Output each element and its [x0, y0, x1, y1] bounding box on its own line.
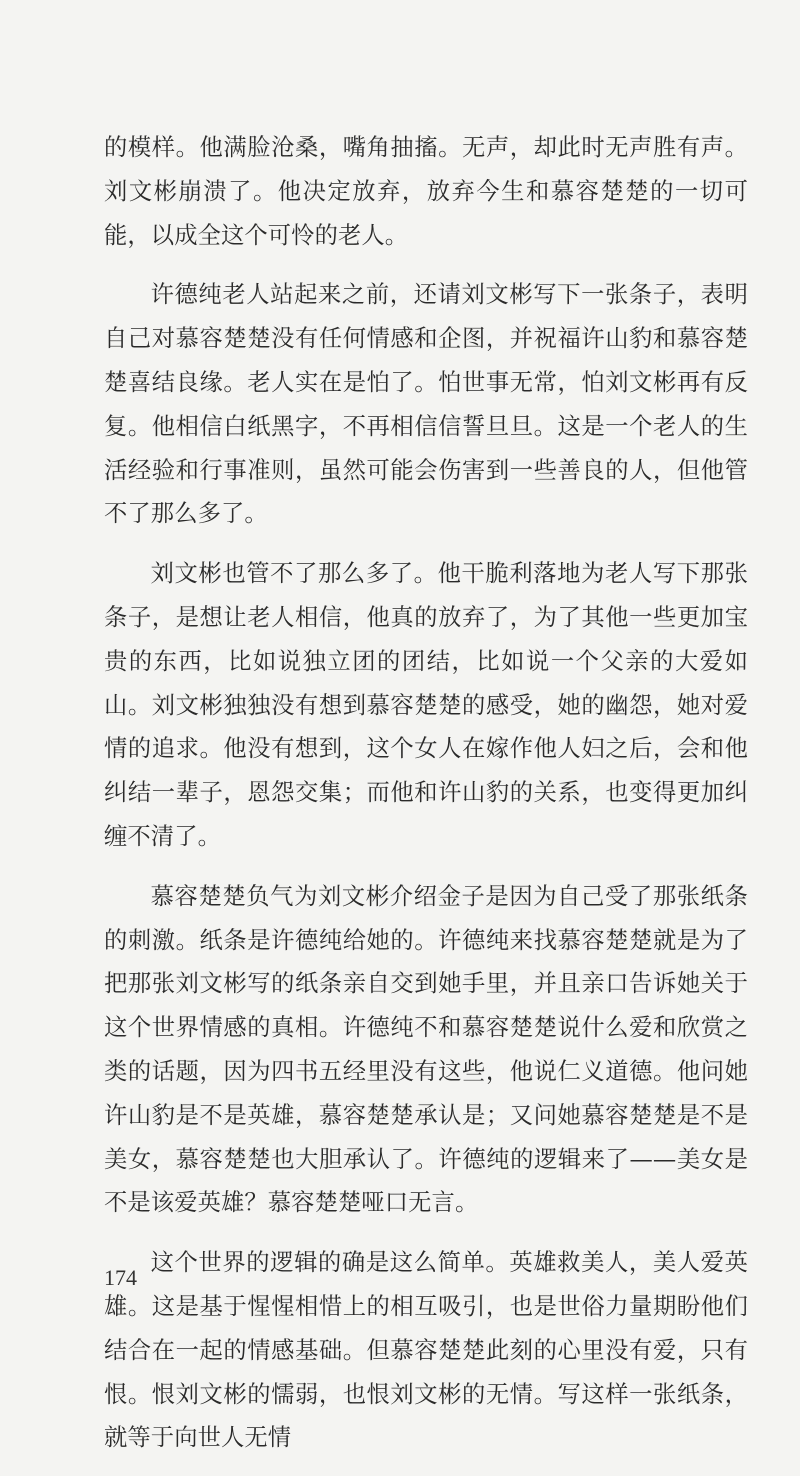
page-number: 174	[104, 1265, 137, 1290]
paragraph-5: 这个世界的逻辑的确是这么简单。英雄救美人，美人爱英雄。这是基于惺惺相惜上的相互吸引，也是世俗力量期盼他们结合在一起的情感基础。但慕容楚楚此刻的心里没有爱，只有恨。恨刘文彬的懦弱，也恨刘文彬的无情。写这样一张纸条，就等于向世人无情	[104, 1249, 748, 1452]
paragraph-2: 许德纯老人站起来之前，还请刘文彬写下一张条子，表明自己对慕容楚楚没有任何情感和企图，并祝福许山豹和慕容楚楚喜结良缘。老人实在是怕了。怕世事无常，怕刘文彬再有反复。他相信白纸黑字，不再相信信誓旦旦。这是一个老人的生活经验和行事准则，虽然可能会伤害到一些善良的人，但他管不了那么多了。	[104, 281, 748, 528]
paragraph-3: 刘文彬也管不了那么多了。他干脆利落地为老人写下那张条子，是想让老人相信，他真的放弃了，为了其他一些更加宝贵的东西，比如说独立团的团结，比如说一个父亲的大爱如山。刘文彬独独没有想到慕容楚楚的感受，她的幽怨，她对爱情的追求。他没有想到，这个女人在嫁作他人妇之后，会和他纠结一辈子，恩怨交集；而他和许山豹的关系，也变得更加纠缠不清了。	[104, 560, 748, 850]
paragraph-4: 慕容楚楚负气为刘文彬介绍金子是因为自己受了那张纸条的刺激。纸条是许德纯给她的。许德纯来找慕容楚楚就是为了把那张刘文彬写的纸条亲自交到她手里，并且亲口告诉她关于这个世界情感的真相。许德纯不和慕容楚楚说什么爱和欣赏之类的话题，因为四书五经里没有这些，他说仁义道德。他问她许山豹是不是英雄，慕容楚楚承认是；又问她慕容楚楚是不是美女，慕容楚楚也大胆承认了。许德纯的逻辑来了——美女是不是该爱英雄？慕容楚楚哑口无言。	[104, 882, 748, 1217]
page-body	[104, 126, 748, 1476]
paragraph-1: 的模样。他满脸沧桑，嘴角抽搐。无声，却此时无声胜有声。刘文彬崩溃了。他决定放弃，放弃今生和慕容楚楚的一切可能，以成全这个可怜的老人。	[104, 134, 748, 249]
